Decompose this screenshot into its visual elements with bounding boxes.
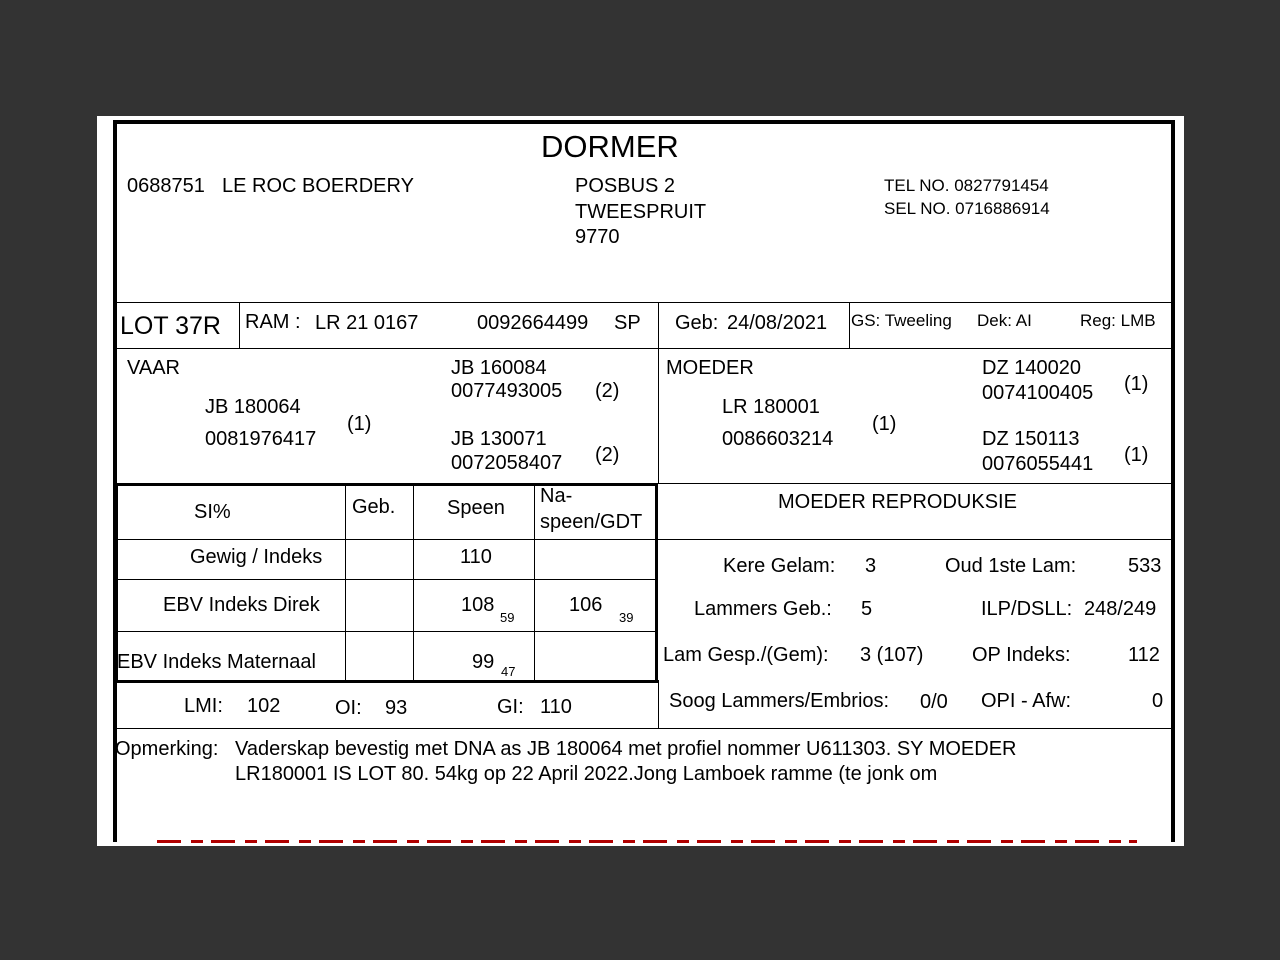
divider	[658, 680, 659, 728]
table-border	[655, 483, 658, 683]
lambs-weaned-label: Lam Gesp./(Gem):	[663, 644, 829, 666]
dam-sire-id: DZ 140020	[982, 357, 1081, 379]
naspeen-header-2: speen/GDT	[540, 511, 643, 533]
lambs-born-label: Lammers Geb.:	[694, 598, 832, 620]
divider	[115, 348, 1171, 349]
ilp-label: ILP/DSLL:	[981, 598, 1073, 620]
lambings-value: 3	[865, 555, 877, 577]
speen-value: 108	[461, 594, 495, 616]
sire-grade: (1)	[347, 413, 372, 435]
sire-sire-id: JB 160084	[451, 357, 547, 379]
dam-id: LR 180001	[722, 396, 820, 418]
divider	[849, 302, 850, 348]
ram-id: LR 21 0167	[315, 312, 419, 334]
ram-label: RAM :	[245, 311, 301, 333]
divider	[115, 302, 1171, 303]
divider	[658, 302, 659, 483]
divider	[115, 631, 657, 632]
lambs-weaned-value: 3 (107)	[860, 644, 924, 666]
birth-date: 24/08/2021	[727, 312, 828, 334]
table-border	[115, 680, 658, 683]
first-lamb-age-value: 533	[1128, 555, 1162, 577]
dam-label: MOEDER	[666, 357, 754, 379]
oi-label: OI:	[335, 697, 362, 719]
ilp-value: 248/249	[1084, 598, 1157, 620]
suckled-lambs-label: Soog Lammers/Embrios:	[669, 690, 890, 712]
oi-value: 93	[385, 697, 408, 719]
lambs-born-value: 5	[861, 598, 873, 620]
breeder-name: LE ROC BOERDERY	[222, 175, 414, 197]
divider	[345, 483, 346, 681]
gi-label: GI:	[497, 696, 524, 718]
lmi-value: 102	[247, 695, 281, 717]
speen-value: 110	[460, 546, 492, 568]
remarks-label: Opmerking:	[115, 738, 219, 760]
ram-class: SP	[614, 312, 641, 334]
dam-number: 0086603214	[722, 428, 834, 450]
naspeen-header-1: Na-	[540, 485, 573, 507]
breeder-number: 0688751	[127, 175, 205, 197]
card-border	[113, 120, 1175, 842]
mating-type: Dek: AI	[977, 311, 1032, 330]
telephone: TEL NO. 0827791454	[884, 176, 1049, 195]
breed-title: DORMER	[541, 129, 679, 164]
repro-title: MOEDER REPRODUKSIE	[778, 491, 1017, 513]
speen-header: Speen	[447, 497, 505, 519]
speen-accuracy: 59	[500, 610, 515, 625]
lot-number: LOT 37R	[120, 312, 221, 340]
divider	[413, 483, 414, 681]
birth-label: Geb:	[675, 312, 719, 334]
sheep-auction-card	[97, 116, 1184, 846]
dam-dam-grade: (1)	[1124, 444, 1149, 466]
row-label: Gewig / Indeks	[190, 546, 323, 568]
row-label: EBV Indeks Maternaal	[117, 651, 316, 673]
speen-value: 99	[472, 651, 495, 673]
op-index-value: 112	[1128, 644, 1160, 666]
sire-id: JB 180064	[205, 396, 301, 418]
birth-status: GS: Tweeling	[851, 311, 952, 330]
divider	[115, 728, 1171, 729]
dam-sire-number: 0074100405	[982, 382, 1094, 404]
geb-header: Geb.	[352, 496, 396, 518]
sire-label: VAAR	[127, 357, 180, 379]
si-header: SI%	[194, 501, 231, 523]
first-lamb-age-label: Oud 1ste Lam:	[945, 555, 1077, 577]
registration: Reg: LMB	[1080, 311, 1156, 330]
dam-grade: (1)	[872, 413, 897, 435]
suckled-lambs-value: 0/0	[920, 691, 948, 713]
opi-deviation-value: 0	[1152, 690, 1164, 712]
table-border	[115, 483, 657, 486]
divider	[534, 483, 535, 681]
row-label: EBV Indeks Direk	[163, 594, 320, 616]
divider	[657, 483, 1171, 484]
ram-registration: 0092664499	[477, 312, 589, 334]
naspeen-accuracy: 39	[619, 610, 634, 625]
address-line-1: POSBUS 2	[575, 175, 676, 197]
sire-sire-grade: (2)	[595, 380, 620, 402]
sire-dam-id: JB 130071	[451, 428, 547, 450]
divider	[115, 539, 1171, 540]
remarks-line-1: Vaderskap bevestig met DNA as JB 180064 met profiel nommer U611303. SY MOEDER	[235, 738, 1017, 760]
gi-value: 110	[540, 696, 572, 718]
divider	[115, 579, 657, 580]
lmi-label: LMI:	[184, 695, 223, 717]
dam-dam-number: 0076055441	[982, 453, 1094, 475]
lambings-label: Kere Gelam:	[723, 555, 836, 577]
dam-dam-id: DZ 150113	[982, 428, 1080, 450]
naspeen-value: 106	[569, 594, 603, 616]
sire-dam-number: 0072058407	[451, 452, 563, 474]
dam-sire-grade: (1)	[1124, 373, 1149, 395]
sire-number: 0081976417	[205, 428, 317, 450]
address-line-3: 9770	[575, 226, 620, 248]
op-index-label: OP Indeks:	[972, 644, 1071, 666]
cellphone: SEL NO. 0716886914	[884, 199, 1050, 218]
sire-dam-grade: (2)	[595, 444, 620, 466]
cut-off-red-text	[157, 840, 1137, 843]
divider	[239, 302, 240, 348]
sire-sire-number: 0077493005	[451, 380, 563, 402]
remarks-line-2: LR180001 IS LOT 80. 54kg op 22 April 2022.Jong Lamboek ramme (te jonk om	[235, 763, 938, 785]
opi-deviation-label: OPI - Afw:	[981, 690, 1072, 712]
speen-accuracy: 47	[501, 664, 516, 679]
address-line-2: TWEESPRUIT	[575, 201, 707, 223]
